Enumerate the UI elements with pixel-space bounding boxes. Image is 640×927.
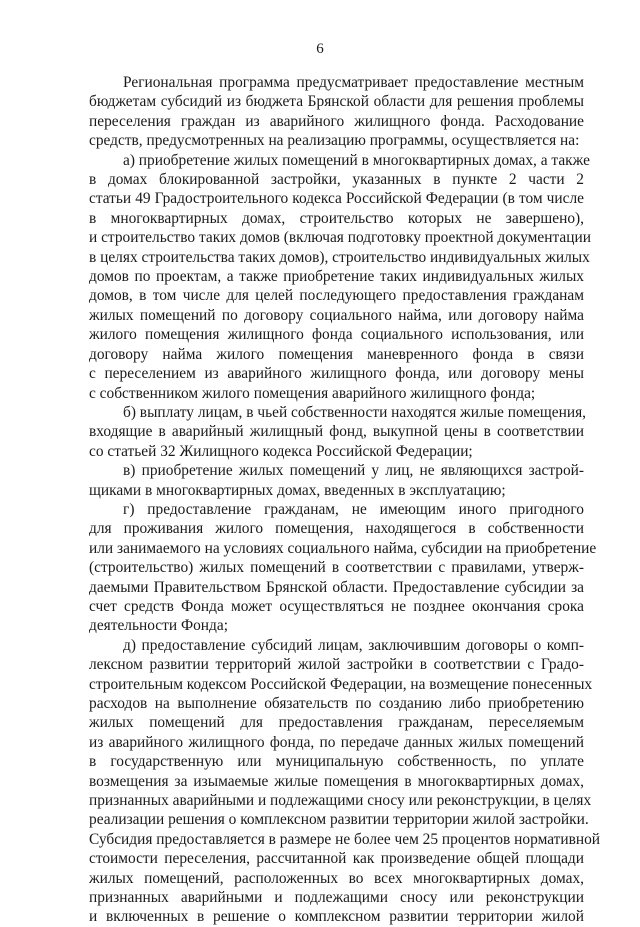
text-line: или занимаемого на условиях социального найма, субсидии на приобретение [89, 539, 597, 557]
text-line: для проживания жилого помещения, находящегося в собственности [89, 520, 584, 538]
text-line: договору найма жилого помещения маневренного фонда в связи [89, 345, 584, 363]
text-line: г) предоставление гражданам, не имеющим иного пригодного [123, 500, 584, 518]
page-number: 6 [316, 41, 324, 57]
text-line: и включенных в решение о комплексном развитии территории жилой [89, 908, 584, 926]
text-line: а) приобретение жилых помещений в многоквартирных домах, а также [123, 151, 590, 169]
text-line: домов, в том числе для целей последующего предоставления гражданам [89, 287, 584, 305]
text-line: жилых помещений по договору социального найма, или договору найма [89, 306, 584, 324]
text-line: в домах блокированной застройки, указанных в пункте 2 части 2 [89, 171, 584, 189]
text-line: возмещения за изымаемые жилые помещения в многоквартирных домах, [89, 772, 584, 790]
text-line: с собственником жилого помещения аварийного жилищного фонда; [89, 384, 536, 402]
text-line: Региональная программа предусматривает предоставление местным [123, 74, 584, 91]
text-line: в многоквартирных домах, строительство которых не завершено), [89, 209, 584, 227]
text-line: бюджетам субсидий из бюджета Брянской области для решения проблемы [89, 93, 584, 111]
text-line: средств, предусмотренных на реализацию программы, осуществляется на: [89, 132, 580, 150]
text-line: реализации решения о комплексном развитии территории жилой застройки. [89, 811, 589, 829]
text-line: из аварийного жилищного фонда, по передаче данных жилых помещений [89, 733, 584, 751]
text-line: деятельности Фонда; [89, 617, 228, 635]
text-line: даемыми Правительством Брянской области. Предоставление субсидии за [89, 578, 584, 596]
text-line: признанных аварийными и подлежащими сносу или реконструкции, в целях [89, 792, 592, 810]
text-line: строительным кодексом Российской Федерации, на возмещение понесенных [89, 675, 593, 693]
text-line: в) приобретение жилых помещений у лиц, не являющихся застрой- [123, 462, 584, 480]
text-line: стоимости переселения, рассчитанной как произведение общей площади [89, 850, 584, 868]
text-line: б) выплату лицам, в чьей собственности находятся жилые помещения, [123, 403, 587, 421]
text-line: в целях строительства таких домов), строительство индивидуальных жилых [89, 248, 590, 266]
text-line: со статьей 32 Жилищного кодекса Российской Федерации; [89, 442, 473, 460]
text-line: жилых помещений для предоставления гражданам, переселяемым [89, 714, 584, 732]
text-line: жилого помещения жилищного фонда социального использования, или [89, 326, 584, 344]
text-line: (строительство) жилых помещений в соответствии с правилами, утверж- [89, 559, 584, 577]
text-line: щиками в многоквартирных домах, введенных в эксплуатацию; [89, 481, 506, 499]
document-text [89, 73, 601, 927]
text-line: и строительство таких домов (включая подготовку проектной документации [89, 229, 591, 247]
text-line: д) предоставление субсидий лицам, заключившим договоры о комп- [123, 636, 584, 654]
text-line: домов по проектам, а также приобретение таких индивидуальных жилых [89, 268, 584, 286]
text-line: признанных аварийными и подлежащими сносу или реконструкции [89, 889, 584, 907]
text-line: в государственную или муниципальную собственность, по уплате [89, 753, 584, 771]
text-line: переселения граждан из аварийного жилищного фонда. Расходование [89, 112, 584, 130]
text-line: расходов на выполнение обязательств по созданию либо приобретению [89, 695, 584, 712]
text-line: жилых помещений, расположенных во всех многоквартирных домах, [89, 869, 584, 887]
text-line: с переселением из аварийного жилищного фонда, или договору мены [89, 365, 584, 383]
text-line: счет средств Фонда может осуществляться не позднее окончания срока [89, 597, 584, 615]
text-line: лексном развитии территорий жилой застройки в соответствии с Градо- [89, 656, 584, 674]
text-line: статьи 49 Градостроительного кодекса Российской Федерации (в том числе [89, 190, 584, 208]
text-line: входящие в аварийный жилищный фонд, выкупной цены в соответствии [89, 423, 584, 441]
text-line: Субсидия предоставляется в размере не более чем 25 процентов нормативной [89, 830, 601, 848]
